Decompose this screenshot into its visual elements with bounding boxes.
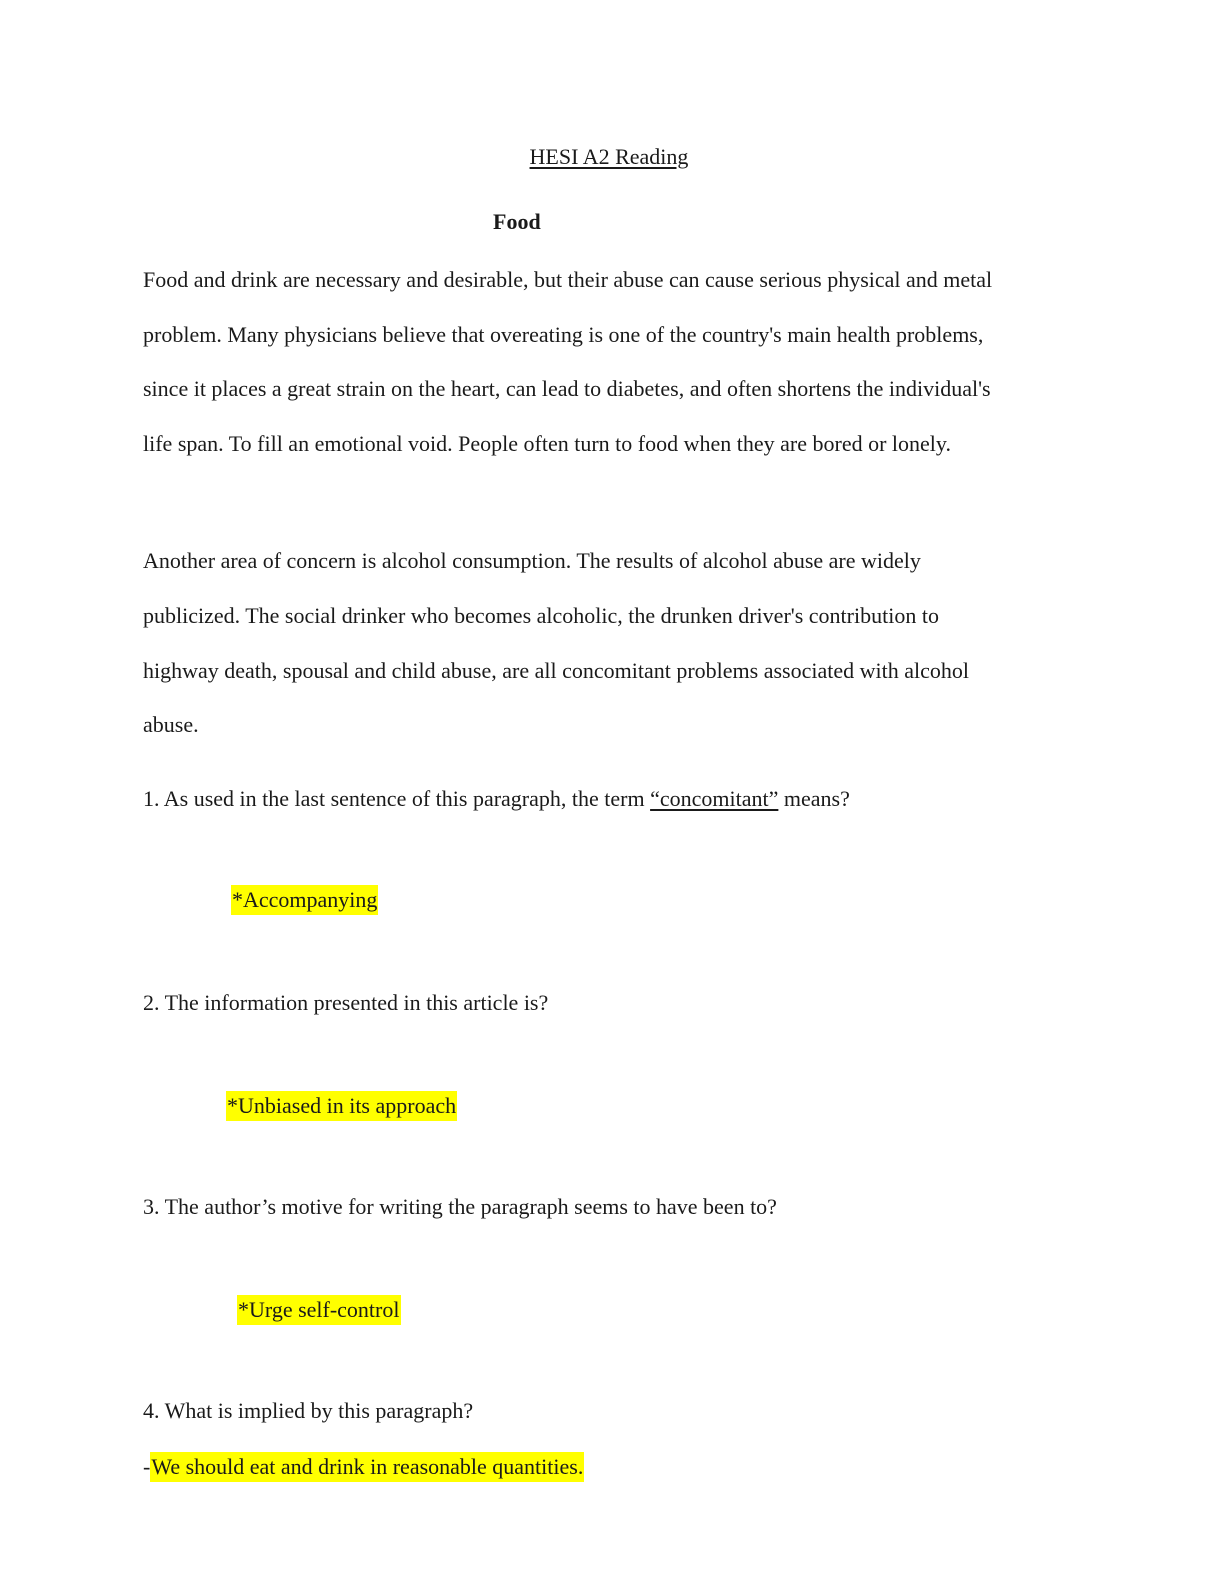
- paragraph-2-line: Another area of concern is alcohol consumption. The results of alcohol abuse are widely: [143, 548, 921, 573]
- question-1-prefix: 1. As used in the last sentence of this paragraph, the term: [143, 786, 651, 811]
- paragraph-1-line: life span. To fill an emotional void. People often turn to food when they are bored or lonely.: [143, 431, 951, 456]
- answer-1: [231, 889, 378, 911]
- paragraph-1-line: since it places a great strain on the heart, can lead to diabetes, and often shortens the individual's: [143, 376, 991, 401]
- paragraph-1-line: problem. Many physicians believe that overeating is one of the country's main health problems,: [143, 322, 984, 347]
- answer-1-highlight: *Accompanying: [231, 885, 378, 915]
- section-heading: Food: [493, 209, 541, 234]
- document-title: HESI A2 Reading: [529, 144, 689, 169]
- question-2: 2. The information presented in this article is?: [143, 990, 549, 1015]
- answer-4-highlight: We should eat and drink in reasonable quantities.: [150, 1452, 584, 1482]
- answer-2: [226, 1095, 457, 1117]
- question-3: 3. The author’s motive for writing the paragraph seems to have been to?: [143, 1194, 777, 1219]
- paragraph-2-line: highway death, spousal and child abuse, are all concomitant problems associated with alcohol: [143, 658, 969, 683]
- answer-4: [143, 1456, 584, 1478]
- question-1-suffix: means?: [778, 786, 850, 811]
- question-1-term: “concomitant”: [650, 786, 779, 811]
- answer-3: [237, 1299, 401, 1321]
- answer-3-highlight: *Urge self-control: [237, 1295, 401, 1325]
- answer-4-prefix: -: [143, 1454, 151, 1479]
- answer-2-highlight: *Unbiased in its approach: [226, 1091, 457, 1121]
- paragraph-2-line: publicized. The social drinker who becomes alcoholic, the drunken driver's contribution to: [143, 603, 939, 628]
- paragraph-1-line: Food and drink are necessary and desirable, but their abuse can cause serious physical and metal: [143, 267, 993, 292]
- question-4: 4. What is implied by this paragraph?: [143, 1398, 474, 1423]
- question-1: [143, 788, 850, 810]
- paragraph-2-line: abuse.: [143, 712, 199, 737]
